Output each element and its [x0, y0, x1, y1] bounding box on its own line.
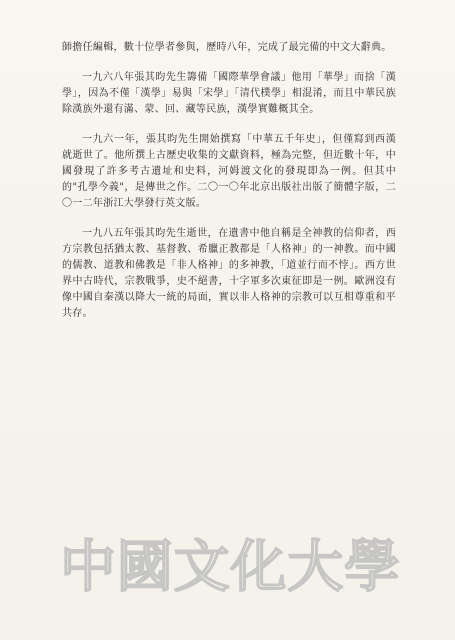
watermark-char: 中 — [60, 534, 116, 600]
paragraph-huaxue-conference: 一九六八年張其昀先生籌備「國際華學會議」他用「華學」而捨「漢學」，因為不僅「漢學」易與「宋學」「清代樸學」相混淆，而且中華民族除漢族外還有滿、蒙、回、藏等民族，漢學實難概其全。 — [62, 72, 396, 115]
watermark-char: 文 — [173, 534, 230, 600]
watermark-char: 國 — [116, 534, 173, 600]
paragraph-continuation: 師擔任編輯，數十位學者參與，歷時八年，完成了最完備的中文大辭典。 — [62, 42, 392, 53]
university-name-watermark — [60, 518, 400, 608]
document-body — [62, 40, 396, 336]
paragraph-five-thousand-year-history: 一九六一年，張其昀先生開始撰寫「中華五千年史」，但僅寫到西漢就逝世了。他所撰上古歷史收集的文獻資料，極為完整，但近數十年，中國發現了許多考古遺址和史料，河姆渡文化的發現即為一例。但其中的"孔學今義"，是傳世之作。二〇一〇年北京出版社出版了簡體字版，二〇一二年浙江大學發行英文版。 — [62, 134, 396, 209]
watermark-char: 化 — [230, 534, 287, 600]
watermark-char: 學 — [343, 534, 400, 600]
paragraph-death-and-religion: 一九八五年張其昀先生逝世，在遺書中他自稱是全神教的信仰者，西方宗教包括猶太教、基督教、希臘正教都是「人格神」的一神教。而中國的儒教、道教和佛教是「非人格神」的多神教，「道並行而不悖」。西方世界中古時代，宗教戰爭，史不絕書，十字軍多次東征即是一例。歐洲沒有像中國自秦漢以降大一統的局面，實以非人格神的宗教可以互相尊重和平共存。 — [62, 228, 396, 319]
watermark-char: 大 — [287, 534, 344, 600]
